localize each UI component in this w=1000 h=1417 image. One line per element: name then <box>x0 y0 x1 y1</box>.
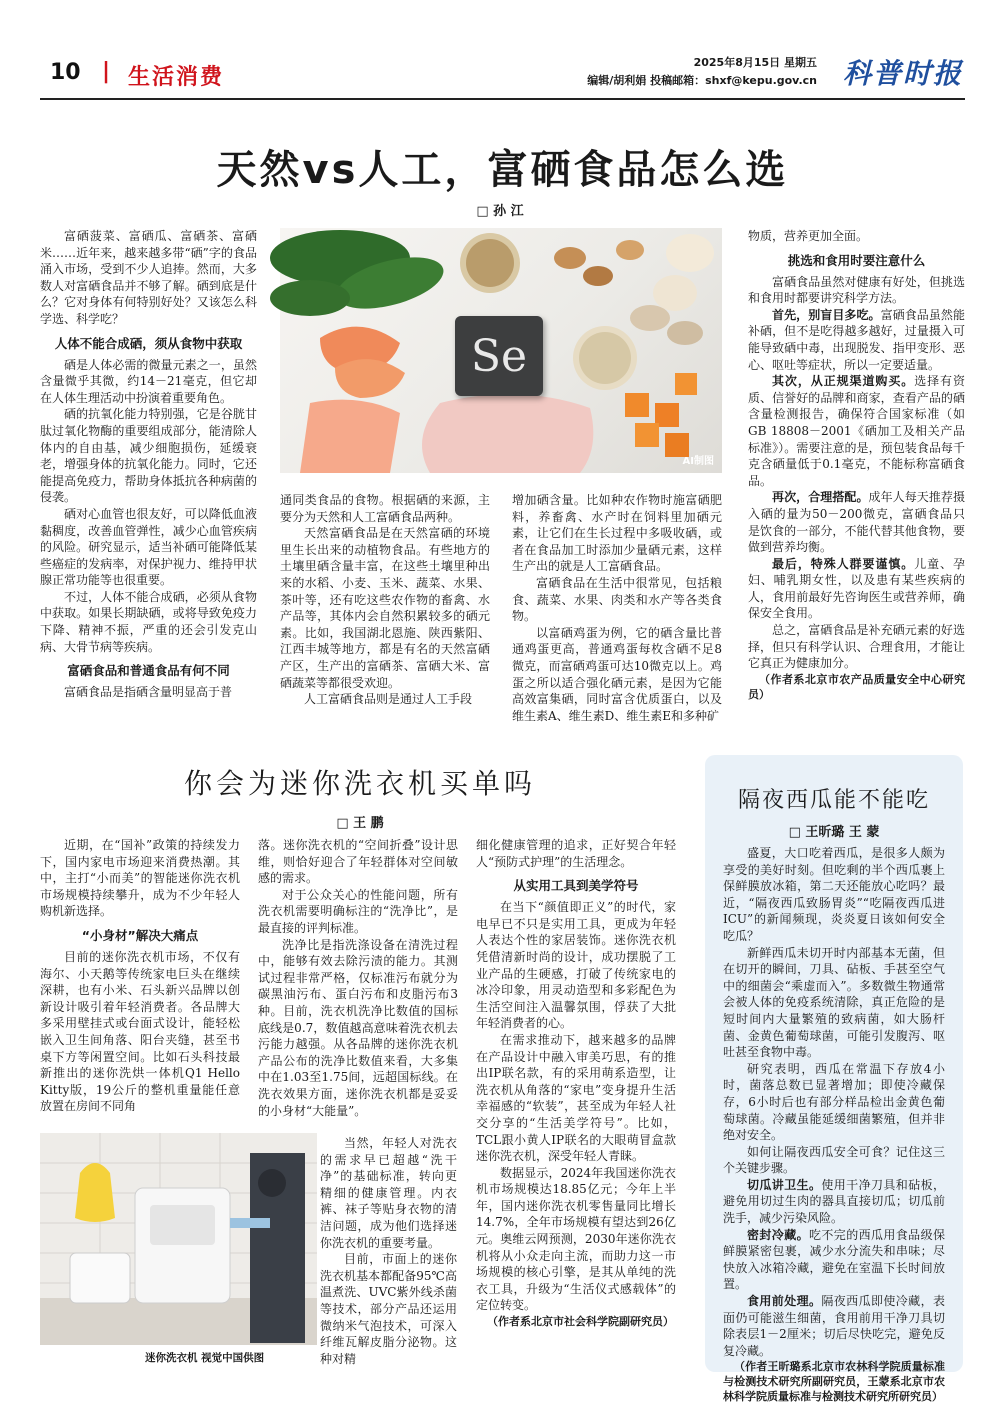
paragraph: 研究表明，西瓜在常温下存放4小时，菌落总数已显著增加；即使冷藏保存，6小时后也有部分样品检出金黄色葡萄球菌。冷藏虽能延缓细菌繁殖，但并非绝对安全。 <box>723 1061 945 1143</box>
paragraph: 硒是人体必需的微量元素之一，虽然含量微乎其微，约14－21毫克，但它却在人体生理活动中扮演着重要角色。 <box>40 357 257 405</box>
paragraph-text: 隔夜西瓜即使冷藏，表面仍可能滋生细菌，食用前用干净刀具切除表层1－2厘米；切后尽快吃完，避免反复冷藏。 <box>723 1294 945 1358</box>
selenium-illustration <box>280 228 722 473</box>
paragraph <box>748 373 965 489</box>
paragraph: 在当下“颜值即正义”的时代，家电早已不只是实用工具，更成为年轻人表达个性的家居装饰。迷你洗衣机凭借清新时尚的设计，成功摆脱了工业产品的生硬感，打破了传统家电的冰冷印象，用灵动造型和多彩配色为生活空间注入温馨氛围，俘获了大批年轻消费者的心。 <box>476 900 676 1031</box>
paragraph: 数据显示，2024年我国迷你洗衣机市场规模达18.85亿元；今年上半年，国内迷你洗衣机零售量同比增长14.7%，全年市场规模有望达到26亿元。奥维云网预测，2030年迷你洗衣机将从小众走向主流，而助力这一市场规模的核心引擎，是其从单纯的洗衣工具，升级为“生活仪式感载体”的定位转变。 <box>476 1165 676 1313</box>
paragraph-lead: 其次，从正规渠道购买。 <box>772 374 915 389</box>
paragraph: 目前的迷你洗衣机市场，不仅有海尔、小天鹅等传统家电巨头在继续深耕，也有小米、石头新兴品牌以创新设计吸引着年轻消费者。各品牌大多采用壁挂式或台面式设计，能轻松嵌入卫生间角落、阳台夹缝，甚至书桌下方等闲置空间。比如石头科技最新推出的迷你洗烘一体机Q1 Hello Kitty版，19公斤的整机重量能任意放置在房间不同角 <box>40 949 240 1114</box>
paragraph: 通同类食品的食物。根据硒的来源，主要分为天然和人工富硒食品两种。 <box>280 493 490 524</box>
article2-title: 你会为迷你洗衣机买单吗 <box>183 767 536 800</box>
article2-col1 <box>40 837 240 1125</box>
article1-col2 <box>280 492 490 714</box>
paragraph: 物质，营养更加全面。 <box>748 229 869 243</box>
header-separator: | <box>102 59 111 84</box>
article3-title: 隔夜西瓜能不能吃 <box>737 788 930 813</box>
paragraph <box>748 307 965 373</box>
article2-byline: □ 王 鹏 <box>336 816 384 831</box>
paragraph: 不过，人体不能合成硒，必须从食物中获取。如果长期缺硒，或将导致免疫力下降、精神不振，严重的还会引发克山病、大骨节病等疾病。 <box>40 589 257 654</box>
paragraph: 如何让隔夜西瓜安全可食？记住这三个关键步骤。 <box>723 1144 945 1176</box>
paragraph-text: 儿童、孕妇、哺乳期女性，以及患有某些疾病的人，食用前最好先咨询医生或营养师，确保安全食用。 <box>748 556 965 621</box>
section-name: 生活消费 <box>128 65 225 90</box>
paragraph: 盛夏，大口吃着西瓜，是很多人颇为享受的美好时刻。但吃剩的半个西瓜裹上保鲜膜放冰箱，第二天还能放心吃吗？最近，“隔夜西瓜致肠胃炎”“吃隔夜西瓜进ICU”的新闻频现，炎炎夏日该如何安全吃瓜？ <box>723 846 945 943</box>
watermelon-sidebar-box <box>705 755 963 1404</box>
paragraph-lead: 食用前处理。 <box>747 1294 822 1309</box>
article3-body <box>723 845 945 1404</box>
paragraph: 富硒食品是指硒含量明显高于普 <box>64 685 233 700</box>
article1-col3 <box>512 492 722 723</box>
image-credit: AI制图 <box>682 456 714 467</box>
paragraph-text: 富硒食品虽然能补硒，但不是吃得越多越好，过量摄入可能导致硒中毒，出现脱发、指甲变形、恶心、呕吐等症状，所以一定要适量。 <box>748 307 965 372</box>
section-heading: 人体不能合成硒，须从食物中获取 <box>54 335 243 351</box>
paragraph <box>748 556 965 622</box>
section-heading: 挑选和食用时要注意什么 <box>787 252 926 268</box>
article1-byline: □ 孙 江 <box>476 204 524 219</box>
paragraph: 增加硒含量。比如种农作物时施富硒肥料，养畜禽、水产时在饲料里加硒元素，让它们在生长过程中多吸收硒，或者在食品加工时添加少量硒元素，这样生产出的就是人工富硒食品。 <box>512 493 722 574</box>
paragraph: 天然富硒食品是在天然富硒的环境里生长出来的动植物食品。有些地方的土壤里硒含量丰富，在这些土壤里种出来的水稻、小麦、玉米、蔬菜、水果、茶叶等，还有吃这些农作物的畜禽、水产品等，其体内会自然积累较多的硒元素。比如，我国湖北恩施、陕西紫阳、江西丰城等地方，都是有名的天然富硒产区，生产出的富硒茶、富硒大米、富硒蔬菜等都很受欢迎。 <box>280 526 490 690</box>
paragraph: 富硒菠菜、富硒瓜、富硒茶、富硒米……近年来，越来越多带“硒”字的食品涌入市场，受到不少人追捧。然而，大多数人对富硒食品并不够了解。硒到底是什么？它对身体有何特别好处？又该怎么科学选、科学吃？ <box>40 229 257 326</box>
author-note: （作者王昕璐系北京市农林科学院质量标准与检测技术研究所副研究员，王蒙系北京市农林科学院质量标准与检测技术研究所研究员） <box>723 1360 945 1404</box>
article2-col2 <box>258 837 458 1125</box>
author-note: （作者系北京市农产品质量安全中心研究员） <box>748 672 965 701</box>
paragraph: 目前，市面上的迷你洗衣机基本都配备95℃高温煮洗、UVC紫外线杀菌等技术，部分产品还运用微纳米气泡技术，可深入纤维瓦解皮脂分泌物。这种对精 <box>320 1252 457 1366</box>
article2-col3 <box>476 837 676 1372</box>
section-heading: 从实用工具到美学符号 <box>513 878 639 894</box>
paragraph-lead: 最后，特殊人群要谨慎。 <box>772 556 915 571</box>
section-heading: “小身材”解决大痛点 <box>81 927 199 943</box>
paragraph-lead: 密封冷藏。 <box>747 1227 809 1242</box>
paragraph: 总之，富硒食品是补充硒元素的好选择，但只有科学认识、合理食用，才能让它真正为健康加分。 <box>748 623 965 671</box>
paragraph <box>723 1177 945 1227</box>
article1-title: 天然vs人工，富硒食品怎么选 <box>216 147 789 193</box>
paragraph <box>723 1227 945 1293</box>
paragraph-lead: 再次，合理搭配。 <box>772 490 869 505</box>
paragraph <box>748 489 965 555</box>
paragraph: 对于公众关心的性能问题，所有洗衣机需要明确标注的“洗净比”，是最直接的评判标准。 <box>258 887 458 935</box>
paragraph <box>723 1293 945 1359</box>
paragraph: 人工富硒食品则是通过人工手段 <box>304 692 473 707</box>
paragraph: 硒对心血管也很友好，可以降低血液黏稠度，改善血管弹性，减少心血管疾病的风险。研究显示，适当补硒可能降低某些癌症的发病率，对保护视力、维持甲状腺正常功能等也很重要。 <box>40 506 257 588</box>
page-number: 10 <box>50 60 81 85</box>
newspaper-logo: 科普时报 <box>842 57 963 90</box>
paragraph: 细化健康管理的追求，正好契合年轻人“预防式护理”的生活理念。 <box>476 838 676 869</box>
paragraph-lead: 切瓜讲卫生。 <box>747 1177 822 1192</box>
paragraph: 当然，年轻人对洗衣的需求早已超越“洗干净”的基础标准，转向更精细的健康管理。内衣裤、袜子等贴身衣物的清洁问题，成为他们选择迷你洗衣机的重要考量。 <box>320 1136 457 1250</box>
paragraph: 在需求推动下，越来越多的品牌在产品设计中融入审美巧思，有的推出IP联名款，有的采用萌系造型，让洗衣机从角落的“家电”变身提升生活幸福感的“软装”，甚至成为年轻人社交分享的“生活美学符号”。比如，TCL跟小黄人IP联名的大眼萌冒盒款迷你洗衣机，深受年轻人青睐。 <box>476 1032 676 1164</box>
paragraph-text: 成年人每天推荐摄入硒的量为50－200微克，富硒食品只是饮食的一部分，不能代替其他食物，要做到营养均衡。 <box>748 490 965 555</box>
paragraph-lead: 首先，别盲目多吃。 <box>772 307 881 322</box>
washer-scene <box>40 1133 317 1345</box>
editor-line: 编辑/胡利娟 投稿邮箱：shxf@kepu.gov.cn <box>587 74 817 87</box>
paragraph-text: 使用干净刀具和砧板，避免用切过生肉的器具直接切瓜；切瓜前洗手，减少污染风险。 <box>723 1177 945 1226</box>
paragraph: 以富硒鸡蛋为例，它的硒含量比普通鸡蛋更高，普通鸡蛋每枚含硒不足8微克，而富硒鸡蛋可达10微克以上。鸡蛋之所以适合强化硒元素，是因为它能高效富集硒，同时富含优质蛋白，以及维生素A、维生素D、维生素E和多种矿 <box>512 625 722 723</box>
paragraph: 富硒食品在生活中很常见，包括粮食、蔬菜、水果、肉类和水产等各类食物。 <box>512 575 722 624</box>
paragraph: 硒的抗氧化能力特别强，它是谷胱甘肽过氧化物酶的重要组成部分，能清除人体内的自由基，减少细胞损伤，延缓衰老，增强身体的抗氧化能力。同时，它还能提高免疫力，帮助身体抵抗各种病菌的侵袭。 <box>40 407 257 505</box>
article3-byline: □ 王昕璐 王 蒙 <box>788 825 880 840</box>
paragraph: 新鲜西瓜未切开时内部基本无菌，但在切开的瞬间，刀具、砧板、手甚至空气中的细菌会“乘虚而入”。多数微生物通常会被人体的免疫系统清除，真正危险的是短时间内大量繁殖的致病菌，如大肠杆菌、金黄色葡萄球菌，可能引发腹泻、呕吐甚至食物中毒。 <box>723 945 945 1060</box>
author-note: （作者系北京市社会科学院副研究员） <box>487 1315 674 1329</box>
paragraph: 落。迷你洗衣机的“空间折叠”设计思维，则恰好迎合了年轻群体对空间敏感的需求。 <box>258 838 458 886</box>
article1-col4 <box>748 228 965 718</box>
page-header <box>40 50 965 100</box>
article2-col2b <box>320 1135 457 1370</box>
paragraph-text: 吃不完的西瓜用食品级保鲜膜紧密包裹，减少水分流失和串味；尽快放入冰箱冷藏，避免在室温下长时间放置。 <box>723 1227 945 1292</box>
section-heading: 富硒食品和普通食品有何不同 <box>67 663 230 679</box>
paragraph: 近期，在“国补”政策的持续发力下，国内家电市场迎来消费热潮。其中，主打“小而美”的智能迷你洗衣机市场规模持续攀升，成为不少年轻人购机新选择。 <box>40 838 240 919</box>
paragraph-text: 选择有资质、信誉好的品牌和商家，查看产品的硒含量检测报告，确保符合国家标准（如GB 18808－2001《硒加工及相关产品标准》）。需要注意的是，预包装食品每千克含硒量低于0.1毫克，不能标称富硒食品。 <box>748 374 965 488</box>
article1-col1 <box>40 228 257 718</box>
issue-date: 2025年8月15日 星期五 <box>693 56 817 69</box>
photo-caption: 迷你洗衣机 视觉中国供图 <box>145 1352 265 1364</box>
mini-washer-photo <box>40 1133 317 1345</box>
paragraph: 富硒食品虽然对健康有好处，但挑选和食用时都要讲究科学方法。 <box>748 274 965 306</box>
paragraph: 洗净比是指洗涤设备在清洗过程中，能够有效去除污渍的能力。其测试过程非常严格，仅标准污布就分为碳黑油污布、蛋白污布和皮脂污布3种。目前，洗衣机洗净比数值的国标底线是0.7，数值越高意味着洗衣机去污能力越强。从各品牌的迷你洗衣机产品公布的洗净比数值来看，大多集中在1.03至1.75间，远超国标线。在洗衣效果方面，迷你洗衣机都是妥妥的小身材“大能量”。 <box>258 937 458 1118</box>
selenium-symbol-tile: Se <box>455 316 543 396</box>
